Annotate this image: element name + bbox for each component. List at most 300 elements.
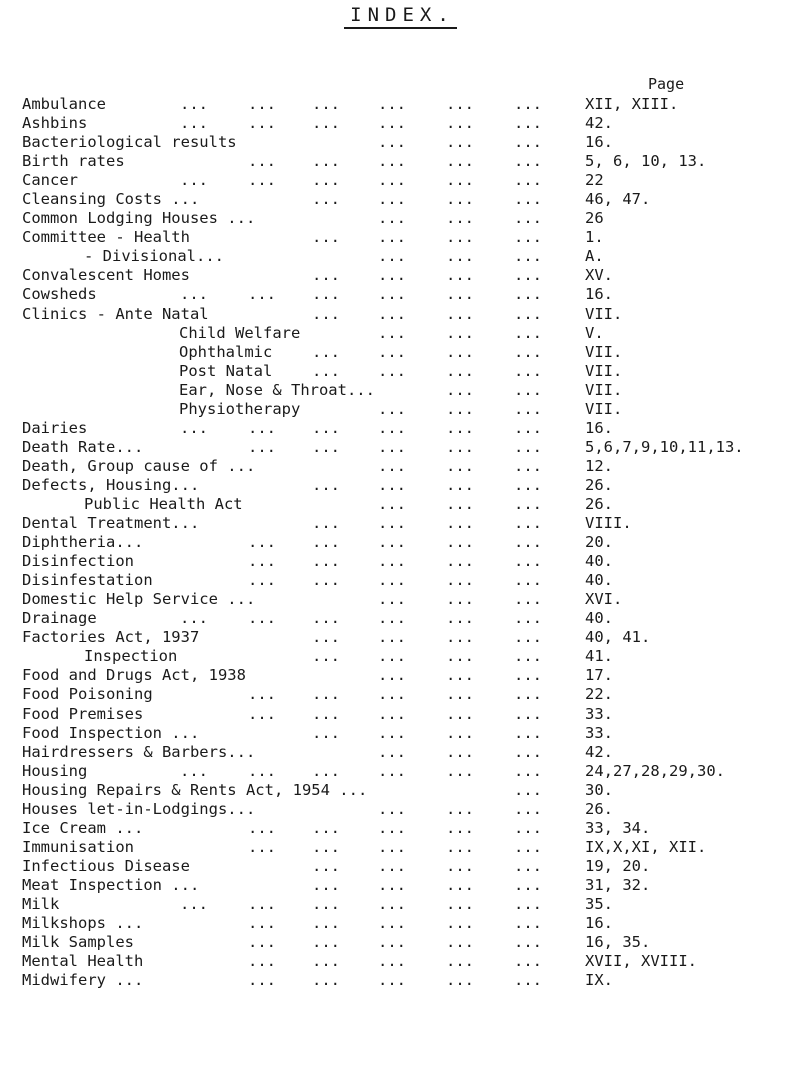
leader-dots: ... [312, 609, 340, 628]
entry-pages: 40. [585, 609, 613, 628]
leader-dots: ... [514, 894, 542, 913]
leader-dots: ... [514, 342, 542, 361]
leader-dots: ... [446, 399, 474, 418]
leader-dots: ... [514, 971, 542, 990]
leader-dots: ... [446, 247, 474, 266]
entry-pages: 26. [585, 799, 613, 818]
leader-dots: ... [378, 666, 406, 685]
entry-pages: 33. [585, 704, 613, 723]
leader-dots: ... [446, 514, 474, 533]
entry-pages: 16. [585, 285, 613, 304]
entry-pages: 41. [585, 647, 613, 666]
leader-dots: ... [378, 685, 406, 704]
entry-label: Milk Samples [22, 933, 134, 952]
leader-dots: ... [312, 875, 340, 894]
leader-dots: ... [312, 723, 340, 742]
leader-dots: ... [248, 952, 276, 971]
index-entry [0, 190, 801, 209]
index-entry [0, 171, 801, 190]
index-entry [0, 800, 801, 819]
entry-pages: VII. [585, 361, 623, 380]
index-entry [0, 571, 801, 590]
entry-label: - Divisional... [84, 247, 224, 266]
index-entry [0, 895, 801, 914]
entry-pages: VIII. [585, 514, 632, 533]
leader-dots: ... [378, 228, 406, 247]
leader-dots: ... [378, 704, 406, 723]
leader-dots: ... [514, 152, 542, 171]
entry-label: Dental Treatment... [22, 514, 200, 533]
leader-dots: ... [312, 475, 340, 494]
leader-dots: ... [378, 971, 406, 990]
leader-dots: ... [446, 285, 474, 304]
leader-dots: ... [446, 209, 474, 228]
index-entry [0, 876, 801, 895]
entry-label: Diphtheria... [22, 533, 144, 552]
entry-label: Convalescent Homes [22, 266, 190, 285]
leader-dots: ... [446, 380, 474, 399]
leader-dots: ... [446, 837, 474, 856]
entry-label: Post Natal [179, 361, 273, 380]
entry-label: Food Inspection ... [22, 723, 200, 742]
entry-label: Midwifery ... [22, 971, 144, 990]
leader-dots: ... [514, 837, 542, 856]
entry-pages: IX. [585, 971, 613, 990]
entry-pages: 16. [585, 133, 613, 152]
entry-label: Factories Act, 1937 [22, 628, 200, 647]
leader-dots: ... [378, 837, 406, 856]
leader-dots: ... [514, 609, 542, 628]
leader-dots: ... [446, 228, 474, 247]
index-entry [0, 552, 801, 571]
leader-dots: ... [312, 152, 340, 171]
leader-dots: ... [378, 742, 406, 761]
index-entries [0, 95, 801, 990]
entry-label: Death, Group cause of ... [22, 456, 256, 475]
index-entry [0, 476, 801, 495]
leader-dots: ... [180, 418, 208, 437]
leader-dots: ... [312, 228, 340, 247]
entry-pages: 40, 41. [585, 628, 651, 647]
leader-dots: ... [378, 418, 406, 437]
leader-dots: ... [378, 95, 406, 113]
leader-dots: ... [446, 552, 474, 571]
leader-dots: ... [446, 609, 474, 628]
entry-label: Bacteriological results [22, 133, 237, 152]
leader-dots: ... [446, 914, 474, 933]
leader-dots: ... [378, 933, 406, 952]
entry-label: Milkshops ... [22, 914, 144, 933]
leader-dots: ... [514, 114, 542, 133]
index-entry [0, 971, 801, 990]
leader-dots: ... [312, 95, 340, 113]
index-entry [0, 933, 801, 952]
entry-pages: XV. [585, 266, 613, 285]
entry-pages: 16, 35. [585, 933, 651, 952]
leader-dots: ... [312, 837, 340, 856]
index-entry [0, 590, 801, 609]
leader-dots: ... [378, 533, 406, 552]
leader-dots: ... [378, 628, 406, 647]
entry-pages: 12. [585, 456, 613, 475]
index-entry [0, 209, 801, 228]
entry-pages: IX,X,XI, XII. [585, 837, 707, 856]
leader-dots: ... [378, 723, 406, 742]
leader-dots: ... [312, 285, 340, 304]
leader-dots: ... [378, 285, 406, 304]
leader-dots: ... [514, 133, 542, 152]
leader-dots: ... [378, 475, 406, 494]
entry-pages: 33, 34. [585, 818, 651, 837]
leader-dots: ... [378, 323, 406, 342]
leader-dots: ... [446, 342, 474, 361]
leader-dots: ... [446, 475, 474, 494]
entry-pages: V. [585, 323, 604, 342]
leader-dots: ... [514, 437, 542, 456]
leader-dots: ... [312, 418, 340, 437]
leader-dots: ... [248, 914, 276, 933]
leader-dots: ... [514, 285, 542, 304]
leader-dots: ... [312, 266, 340, 285]
leader-dots: ... [446, 875, 474, 894]
leader-dots: ... [446, 704, 474, 723]
leader-dots: ... [514, 875, 542, 894]
leader-dots: ... [248, 418, 276, 437]
entry-label: Meat Inspection ... [22, 875, 200, 894]
index-entry [0, 95, 801, 114]
leader-dots: ... [312, 342, 340, 361]
index-entry [0, 952, 801, 971]
leader-dots: ... [446, 361, 474, 380]
entry-label: Infectious Disease [22, 856, 190, 875]
entry-pages: 1. [585, 228, 604, 247]
entry-pages: 35. [585, 894, 613, 913]
leader-dots: ... [514, 628, 542, 647]
leader-dots: ... [514, 552, 542, 571]
entry-label: Immunisation [22, 837, 134, 856]
leader-dots: ... [378, 799, 406, 818]
index-entry [0, 514, 801, 533]
leader-dots: ... [514, 571, 542, 590]
leader-dots: ... [312, 647, 340, 666]
entry-pages: 31, 32. [585, 875, 651, 894]
leader-dots: ... [378, 761, 406, 780]
leader-dots: ... [446, 266, 474, 285]
entry-label: Defects, Housing... [22, 475, 200, 494]
index-entry [0, 495, 801, 514]
entry-pages: 17. [585, 666, 613, 685]
leader-dots: ... [514, 666, 542, 685]
leader-dots: ... [312, 361, 340, 380]
leader-dots: ... [514, 475, 542, 494]
leader-dots: ... [514, 171, 542, 190]
leader-dots: ... [378, 571, 406, 590]
leader-dots: ... [180, 171, 208, 190]
index-entry [0, 152, 801, 171]
index-entry [0, 762, 801, 781]
leader-dots: ... [312, 114, 340, 133]
index-entry [0, 628, 801, 647]
entry-label: Birth rates [22, 152, 125, 171]
index-entry [0, 362, 801, 381]
entry-label: Dairies [22, 418, 88, 437]
entry-pages: 33. [585, 723, 613, 742]
entry-label: Physiotherapy [179, 399, 301, 418]
index-entry [0, 228, 801, 247]
leader-dots: ... [248, 152, 276, 171]
index-entry [0, 438, 801, 457]
leader-dots: ... [378, 152, 406, 171]
leader-dots: ... [514, 247, 542, 266]
leader-dots: ... [248, 818, 276, 837]
leader-dots: ... [248, 114, 276, 133]
index-entry [0, 666, 801, 685]
leader-dots: ... [514, 914, 542, 933]
leader-dots: ... [180, 95, 208, 113]
index-entry [0, 381, 801, 400]
leader-dots: ... [180, 285, 208, 304]
leader-dots: ... [446, 894, 474, 913]
leader-dots: ... [378, 875, 406, 894]
index-entry [0, 857, 801, 876]
leader-dots: ... [248, 685, 276, 704]
index-entry [0, 419, 801, 438]
leader-dots: ... [514, 399, 542, 418]
leader-dots: ... [514, 380, 542, 399]
index-entry [0, 914, 801, 933]
leader-dots: ... [180, 761, 208, 780]
leader-dots: ... [446, 437, 474, 456]
leader-dots: ... [378, 399, 406, 418]
leader-dots: ... [514, 494, 542, 513]
entry-pages: 46, 47. [585, 190, 651, 209]
leader-dots: ... [514, 418, 542, 437]
leader-dots: ... [514, 933, 542, 952]
leader-dots: ... [446, 114, 474, 133]
entry-pages: VII. [585, 380, 623, 399]
leader-dots: ... [378, 266, 406, 285]
entry-label: Mental Health [22, 952, 144, 971]
index-entry [0, 457, 801, 476]
leader-dots: ... [312, 437, 340, 456]
leader-dots: ... [378, 914, 406, 933]
leader-dots: ... [446, 190, 474, 209]
entry-label: Disinfection [22, 552, 134, 571]
entry-pages: 40. [585, 571, 613, 590]
leader-dots: ... [446, 685, 474, 704]
leader-dots: ... [378, 590, 406, 609]
entry-label: Cleansing Costs ... [22, 190, 200, 209]
leader-dots: ... [514, 704, 542, 723]
leader-dots: ... [514, 190, 542, 209]
leader-dots: ... [312, 704, 340, 723]
leader-dots: ... [248, 95, 276, 113]
leader-dots: ... [446, 818, 474, 837]
entry-pages: 5,6,7,9,10,11,13. [585, 437, 744, 456]
leader-dots: ... [514, 685, 542, 704]
leader-dots: ... [446, 494, 474, 513]
entry-pages: 26. [585, 494, 613, 513]
leader-dots: ... [378, 552, 406, 571]
leader-dots: ... [378, 856, 406, 875]
leader-dots: ... [446, 456, 474, 475]
leader-dots: ... [514, 952, 542, 971]
leader-dots: ... [378, 361, 406, 380]
leader-dots: ... [312, 818, 340, 837]
entry-label: Hairdressers & Barbers... [22, 742, 256, 761]
entry-pages: A. [585, 247, 604, 266]
entry-label: Ice Cream ... [22, 818, 144, 837]
leader-dots: ... [446, 152, 474, 171]
leader-dots: ... [312, 952, 340, 971]
entry-pages: 40. [585, 552, 613, 571]
entry-pages: 19, 20. [585, 856, 651, 875]
leader-dots: ... [248, 609, 276, 628]
entry-label: Ophthalmic [179, 342, 273, 361]
leader-dots: ... [248, 437, 276, 456]
entry-pages: 42. [585, 742, 613, 761]
index-title-text: INDEX. [344, 4, 457, 29]
index-title [0, 4, 801, 29]
entry-label: Food Poisoning [22, 685, 153, 704]
entry-label: Food and Drugs Act, 1938 [22, 666, 246, 685]
leader-dots: ... [514, 799, 542, 818]
leader-dots: ... [378, 952, 406, 971]
leader-dots: ... [312, 571, 340, 590]
leader-dots: ... [312, 856, 340, 875]
leader-dots: ... [248, 971, 276, 990]
entry-pages: XVI. [585, 590, 623, 609]
leader-dots: ... [312, 552, 340, 571]
entry-label: Child Welfare [179, 323, 301, 342]
leader-dots: ... [312, 685, 340, 704]
entry-pages: 42. [585, 114, 613, 133]
entry-label: Common Lodging Houses ... [22, 209, 256, 228]
entry-label: Houses let-in-Lodgings... [22, 799, 256, 818]
leader-dots: ... [312, 533, 340, 552]
entry-pages: 16. [585, 418, 613, 437]
index-entry [0, 705, 801, 724]
leader-dots: ... [312, 761, 340, 780]
leader-dots: ... [514, 590, 542, 609]
index-entry [0, 647, 801, 666]
leader-dots: ... [312, 304, 340, 323]
leader-dots: ... [248, 533, 276, 552]
entry-label: Death Rate... [22, 437, 144, 456]
leader-dots: ... [378, 304, 406, 323]
leader-dots: ... [248, 285, 276, 304]
leader-dots: ... [248, 704, 276, 723]
leader-dots: ... [378, 247, 406, 266]
entry-pages: XVII, XVIII. [585, 952, 697, 971]
index-entry [0, 743, 801, 762]
leader-dots: ... [514, 780, 542, 799]
leader-dots: ... [312, 914, 340, 933]
leader-dots: ... [514, 304, 542, 323]
entry-pages: 16. [585, 914, 613, 933]
leader-dots: ... [248, 837, 276, 856]
leader-dots: ... [378, 114, 406, 133]
leader-dots: ... [248, 552, 276, 571]
entry-label: Housing Repairs & Rents Act, 1954 ... [22, 780, 368, 799]
leader-dots: ... [514, 266, 542, 285]
leader-dots: ... [446, 571, 474, 590]
index-entry [0, 724, 801, 743]
entry-label: Disinfestation [22, 571, 153, 590]
leader-dots: ... [180, 114, 208, 133]
entry-pages: 30. [585, 780, 613, 799]
index-entry [0, 838, 801, 857]
leader-dots: ... [446, 418, 474, 437]
leader-dots: ... [446, 323, 474, 342]
entry-pages: 22. [585, 685, 613, 704]
leader-dots: ... [378, 190, 406, 209]
leader-dots: ... [514, 323, 542, 342]
leader-dots: ... [446, 304, 474, 323]
leader-dots: ... [446, 799, 474, 818]
leader-dots: ... [446, 856, 474, 875]
leader-dots: ... [446, 742, 474, 761]
leader-dots: ... [514, 742, 542, 761]
leader-dots: ... [514, 228, 542, 247]
index-entry [0, 819, 801, 838]
entry-label: Public Health Act [84, 494, 243, 513]
leader-dots: ... [446, 133, 474, 152]
leader-dots: ... [446, 971, 474, 990]
leader-dots: ... [312, 894, 340, 913]
leader-dots: ... [378, 456, 406, 475]
entry-label: Food Premises [22, 704, 144, 723]
entry-pages: VII. [585, 399, 623, 418]
entry-pages: VII. [585, 304, 623, 323]
leader-dots: ... [378, 171, 406, 190]
index-entry [0, 781, 801, 800]
leader-dots: ... [446, 647, 474, 666]
leader-dots: ... [312, 514, 340, 533]
entry-label: Inspection [84, 647, 178, 666]
leader-dots: ... [446, 95, 474, 113]
leader-dots: ... [446, 723, 474, 742]
entry-label: Drainage [22, 609, 97, 628]
index-entry [0, 400, 801, 419]
entry-label: Milk [22, 894, 60, 913]
leader-dots: ... [514, 456, 542, 475]
leader-dots: ... [446, 933, 474, 952]
leader-dots: ... [378, 647, 406, 666]
entry-label: Cancer [22, 171, 78, 190]
leader-dots: ... [248, 171, 276, 190]
leader-dots: ... [378, 894, 406, 913]
leader-dots: ... [248, 894, 276, 913]
leader-dots: ... [378, 609, 406, 628]
leader-dots: ... [446, 533, 474, 552]
entry-label: Cowsheds [22, 285, 97, 304]
index-entry [0, 285, 801, 304]
entry-pages: VII. [585, 342, 623, 361]
entry-pages: 24,27,28,29,30. [585, 761, 725, 780]
leader-dots: ... [378, 342, 406, 361]
leader-dots: ... [378, 514, 406, 533]
leader-dots: ... [514, 723, 542, 742]
leader-dots: ... [312, 628, 340, 647]
entry-pages: 26 [585, 209, 604, 228]
leader-dots: ... [312, 190, 340, 209]
leader-dots: ... [514, 361, 542, 380]
leader-dots: ... [446, 171, 474, 190]
entry-pages: 26. [585, 475, 613, 494]
entry-label: Ambulance [22, 95, 106, 113]
leader-dots: ... [378, 494, 406, 513]
